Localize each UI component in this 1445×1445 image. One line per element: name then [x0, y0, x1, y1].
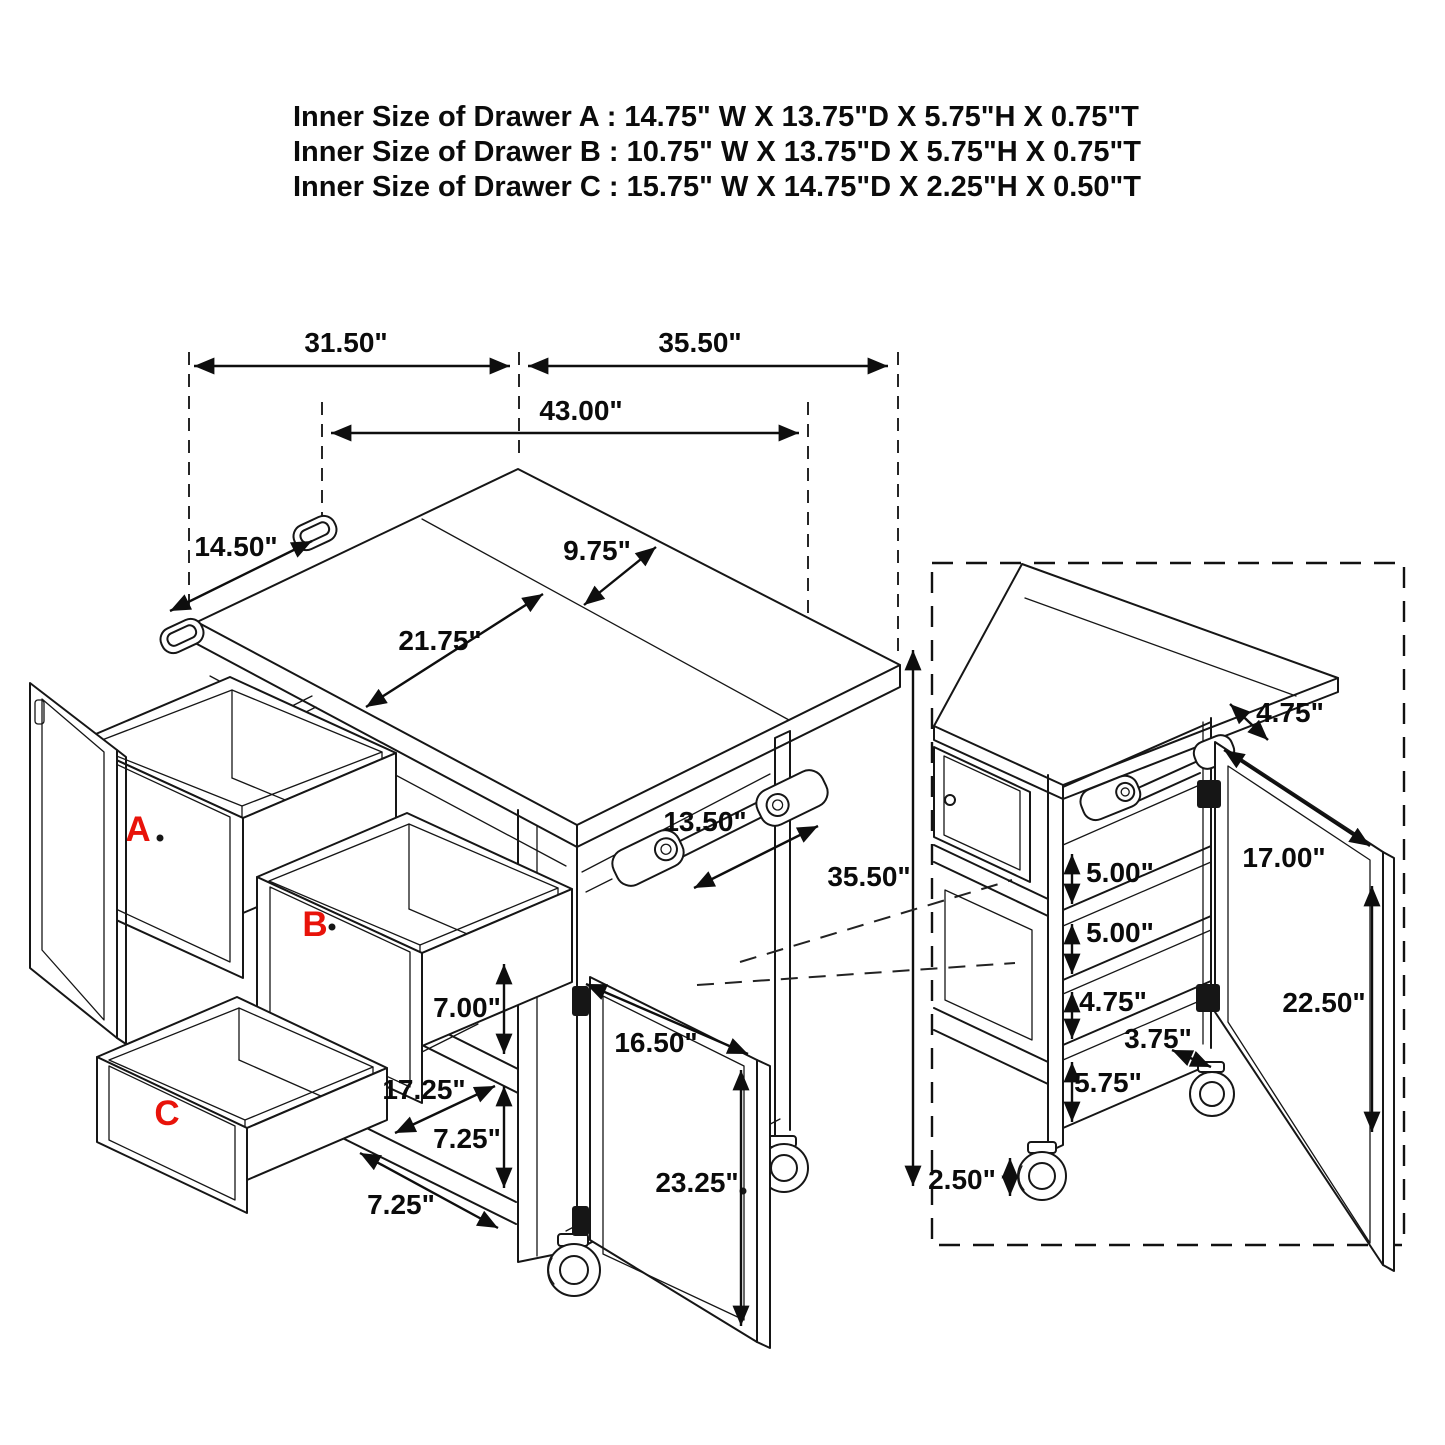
dim-label-7-25-opening: 7.25": [433, 1123, 501, 1154]
drawer-c-letter: C: [154, 1094, 180, 1133]
detail-bottom-rail-2: [934, 1030, 1048, 1084]
detail-front-post: [1048, 775, 1063, 1152]
detail-left-face: [934, 747, 1048, 1084]
dim-label-23-25: 23.25": [655, 1167, 739, 1198]
caster-front: [548, 1234, 600, 1296]
drawer-a-letter: A: [125, 810, 151, 849]
drawer-b-knob: [329, 924, 336, 931]
door-hinge-top: [572, 986, 589, 1016]
dim-label-5-00-top: 5.00": [1086, 857, 1154, 888]
dim-label-7-25-rail: 7.25": [367, 1189, 435, 1220]
detail-tabletop: [934, 564, 1338, 785]
dim-label-5-00-mid: 5.00": [1086, 917, 1154, 948]
towel-bar-screw: [586, 879, 612, 892]
detail-hinge-top: [1197, 780, 1221, 808]
detail-projection-lines: [697, 880, 1015, 985]
drawer-b-letter: B: [302, 905, 328, 944]
title-line-drawer-b: Inner Size of Drawer B : 10.75" W X 13.75"D X 5.75"H X 0.75"T: [293, 136, 1141, 168]
dim-label-22-50: 22.50": [1282, 987, 1366, 1018]
detail-caster-front: [1018, 1142, 1066, 1200]
door-hinge-bottom: [572, 1206, 589, 1236]
dim-label-2-50: 2.50": [928, 1164, 996, 1195]
dim-label-5-75: 5.75": [1074, 1067, 1142, 1098]
detail-bar-rod-top: [1138, 760, 1200, 788]
dim-label-21-75: 21.75": [398, 625, 482, 656]
dim-label-31-50: 31.50": [304, 327, 388, 358]
dim-label-3-75: 3.75": [1124, 1023, 1192, 1054]
dim-label-9-75: 9.75": [563, 535, 631, 566]
dim-label-14-50: 14.50": [194, 531, 278, 562]
detail-bar-rod-bottom: [1138, 773, 1200, 801]
detail-door-thickness: [1383, 852, 1394, 1271]
drawer-a-knob: [157, 835, 164, 842]
detail-bottom-rail-1: [934, 1008, 1048, 1062]
dim-label-7-00: 7.00": [433, 992, 501, 1023]
title-line-drawer-c: Inner Size of Drawer C : 15.75" W X 14.75"D X 2.25"H X 0.50"T: [293, 171, 1141, 203]
detail-hinge-bottom: [1196, 984, 1220, 1012]
dim-label-4-75-shelf: 4.75": [1079, 986, 1147, 1017]
title-block: [293, 101, 1141, 203]
dim-label-35-50-height: 35.50": [827, 861, 911, 892]
dim-label-4-75-handle: 4.75": [1256, 697, 1324, 728]
dim-label-43-00: 43.00": [539, 395, 623, 426]
dim-label-35-50-top: 35.50": [658, 327, 742, 358]
title-line-drawer-a: Inner Size of Drawer A : 14.75" W X 13.75"D X 5.75"H X 0.75"T: [293, 101, 1139, 133]
detail-view: [928, 563, 1404, 1271]
dim-label-17-25: 17.25": [382, 1074, 466, 1105]
door-edge-thickness: [757, 1060, 770, 1348]
detail-drawer-front: [934, 747, 1030, 882]
dim-label-17-00: 17.00": [1242, 842, 1326, 873]
dim-label-13-50: 13.50": [663, 806, 747, 837]
dim-label-16-50: 16.50": [614, 1027, 698, 1058]
towel-bar-bracket-right: [751, 765, 832, 831]
